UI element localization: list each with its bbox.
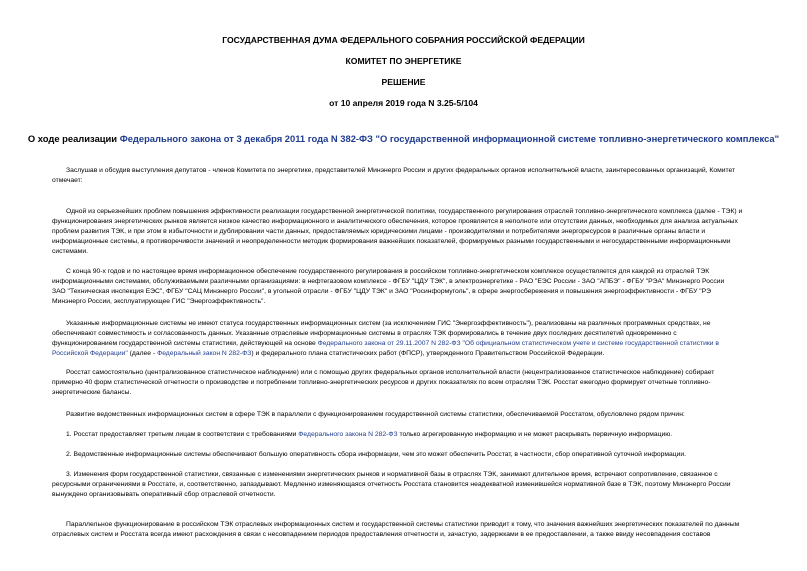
text-line: примерно 40 форм статистической отчетности о производстве и потреблении топливно-энергетических ресурсов и других показателях по всем отраслям ТЭК. Росстат ежегодно формирует отчетные топливно- [52,378,711,386]
committee-heading: КОМИТЕТ ПО ЭНЕРГЕТИКЕ [345,56,462,66]
text-line: системами. [52,247,88,255]
text-line: информационные системы, в противоречивости значений и неопределенности методик формирования важнейших показателей, формируемых разными государственными и негосударственными информационными [52,237,731,245]
text-line: ресурсными ограничениями в Росстате, и, соответственно, запаздывают. Медленно изменяющаяся отчетность Росстата становится неадекватной изменившейся нормативной базе в ТЭК, поэтому Минэнерго России [52,480,731,488]
text-line [52,349,772,359]
document-title [0,133,807,144]
law-282-short-link[interactable]: Федерального закона N 282-ФЗ [298,431,398,438]
text-line: Развитие ведомственных информационных систем в сфере ТЭК в параллели с функционированием государственной системы статистики, обеспечиваемой Росстатом, обусловлено рядом причин: [66,411,685,418]
title-law-link[interactable]: Федерального закона от 3 декабря 2011 года N 382-ФЗ "О государственной информационной системе топливно-энергетического комплекса" [119,133,780,144]
document-type: РЕШЕНИЕ [381,77,426,87]
text-line [52,339,772,349]
law-282-link-continued[interactable]: Российской Федерации" [52,349,128,357]
text-line: информационными системами, обслуживаемыми различными организациями: в нефтегазовом комплексе - ФГБУ "ЦДУ ТЭК", в электроэнергетике - РАО "ЕЭС России - ЗАО "АПБЭ" - ФГБУ "РЭА" Минэнерго России [52,277,725,285]
law-282-short-link[interactable]: Федеральный закон N 282-ФЗ [157,349,252,357]
text-line: обеспечивают совместимость и согласованность данных. Указанные отраслевые информационные системы в отраслях ТЭК формировались в течение двух последних десятилетий одновременно с [52,329,677,337]
text-segment: функционированием государственной системы статистики, действующей на основе [52,339,318,347]
text-line [52,430,772,440]
text-line: проблем развития ТЭК, и при этом в избыточности и дублировании части данных, предоставляемых юридическими лицами - производителями и потребителями энергоресурсов в различные органы власти и [52,227,706,235]
paragraph-8 [52,450,772,460]
paragraph-10 [52,520,772,540]
text-line: 2. Ведомственные информационные системы обеспечивают большую оперативность сбора информации, чем это может обеспечить Росстат, в частности, сбор оперативной суточной информации. [66,451,687,458]
paragraph-9 [52,470,772,500]
text-line: Одной из серьезнейших проблем повышения эффективности реализации государственной энергетической политики, государственного регулирования отраслей топливно-энергетического комплекса (далее - ТЭК) и [66,208,743,215]
text-segment: 1. Росстат предоставляет третьим лицам в соответствии с требованиями [66,431,299,438]
text-line: Минэнерго России, эксплуатирующее ГИС "Энергоэффективность". [52,297,266,305]
text-line: вынуждено организовывать оперативный сбор отраслевой отчетности. [52,490,276,498]
text-line: отраслевых систем и Росстата всегда имеют расхождения в связи с несовпадением периодов предоставления отчетности и, зачастую, задержками в ее предоставлении, а также ввиду несовпадения составов [52,530,711,538]
issuer-heading: ГОСУДАРСТВЕННАЯ ДУМА ФЕДЕРАЛЬНОГО СОБРАНИЯ РОССИЙСКОЙ ФЕДЕРАЦИИ [222,35,585,45]
paragraph-2 [52,207,772,257]
text-line: отмечает: [52,176,83,184]
text-line: ЗАО "Техническая инспекция ЕЭС", ФГБУ "САЦ Минэнерго России", в угольной отрасли - ФГБУ "ЦДУ ТЭК" и ЗАО "Росинформуголь", в сфере энергосбережения и повышения энергоэффективности - ФГБУ "РЭ [52,287,712,295]
paragraph-7 [52,430,772,440]
text-segment: только агрегированную информацию и не может раскрывать первичную информацию. [397,431,673,438]
text-line: энергетические балансы. [52,388,132,396]
text-line: 3. Изменения форм государственной статистики, связанные с изменениями энергетических рынков и нормативной базы в отраслях ТЭК, занимают длительное время, встречают сопротивление, связанное с [66,471,718,478]
paragraph-6 [52,410,772,420]
text-line: функционирования энергетических рынков является низкое качество информационного и аналитического обеспечения, которое проявляется в неполноте или отсутствии данных, необходимых для анализа актуальных [52,217,738,225]
text-line: Заслушав и обсудив выступления депутатов - членов Комитета по энергетике, представителей Минэнерго России и других федеральных органов исполнительной власти, заинтересованных организаций, Комитет [66,167,736,174]
paragraph-4 [52,319,772,359]
text-line: Параллельное функционирование в российском ТЭК отраслевых информационных систем и государственной системы статистики приводит к тому, что значения важнейших энергетических показателей по данным [66,521,740,528]
text-line: Указанные информационные системы не имеют статуса государственных информационных систем (за исключением ГИС "Энергоэффективность"), реализованы на различных программных средствах, не [66,320,711,327]
paragraph-3 [52,267,772,307]
text-segment: ) и федерального плана статистических работ (ФПСР), утвержденного Правительством Российской Федерации. [251,349,605,357]
paragraph-5 [52,368,772,398]
text-line: Росстат самостоятельно (централизованное статистическое наблюдение) или с помощью других федеральных органов исполнительной власти (нецентрализованное статистическое наблюдение) собирает [66,369,715,376]
document-date-number: от 10 апреля 2019 года N 3.25-5/104 [329,98,478,108]
text-line: С конца 90-х годов и по настоящее время информационное обеспечение государственного регулирования в российском топливно-энергетическом комплексе осуществляется для каждой из отраслей ТЭК [66,268,710,275]
law-282-link[interactable]: Федерального закона от 29.11.2007 N 282-ФЗ "Об официальном статистическом учете и системе государственной статистики в [317,339,720,347]
text-segment: (далее - [127,349,158,357]
title-prefix: О ходе реализации [27,133,120,144]
paragraph-1 [52,166,772,186]
